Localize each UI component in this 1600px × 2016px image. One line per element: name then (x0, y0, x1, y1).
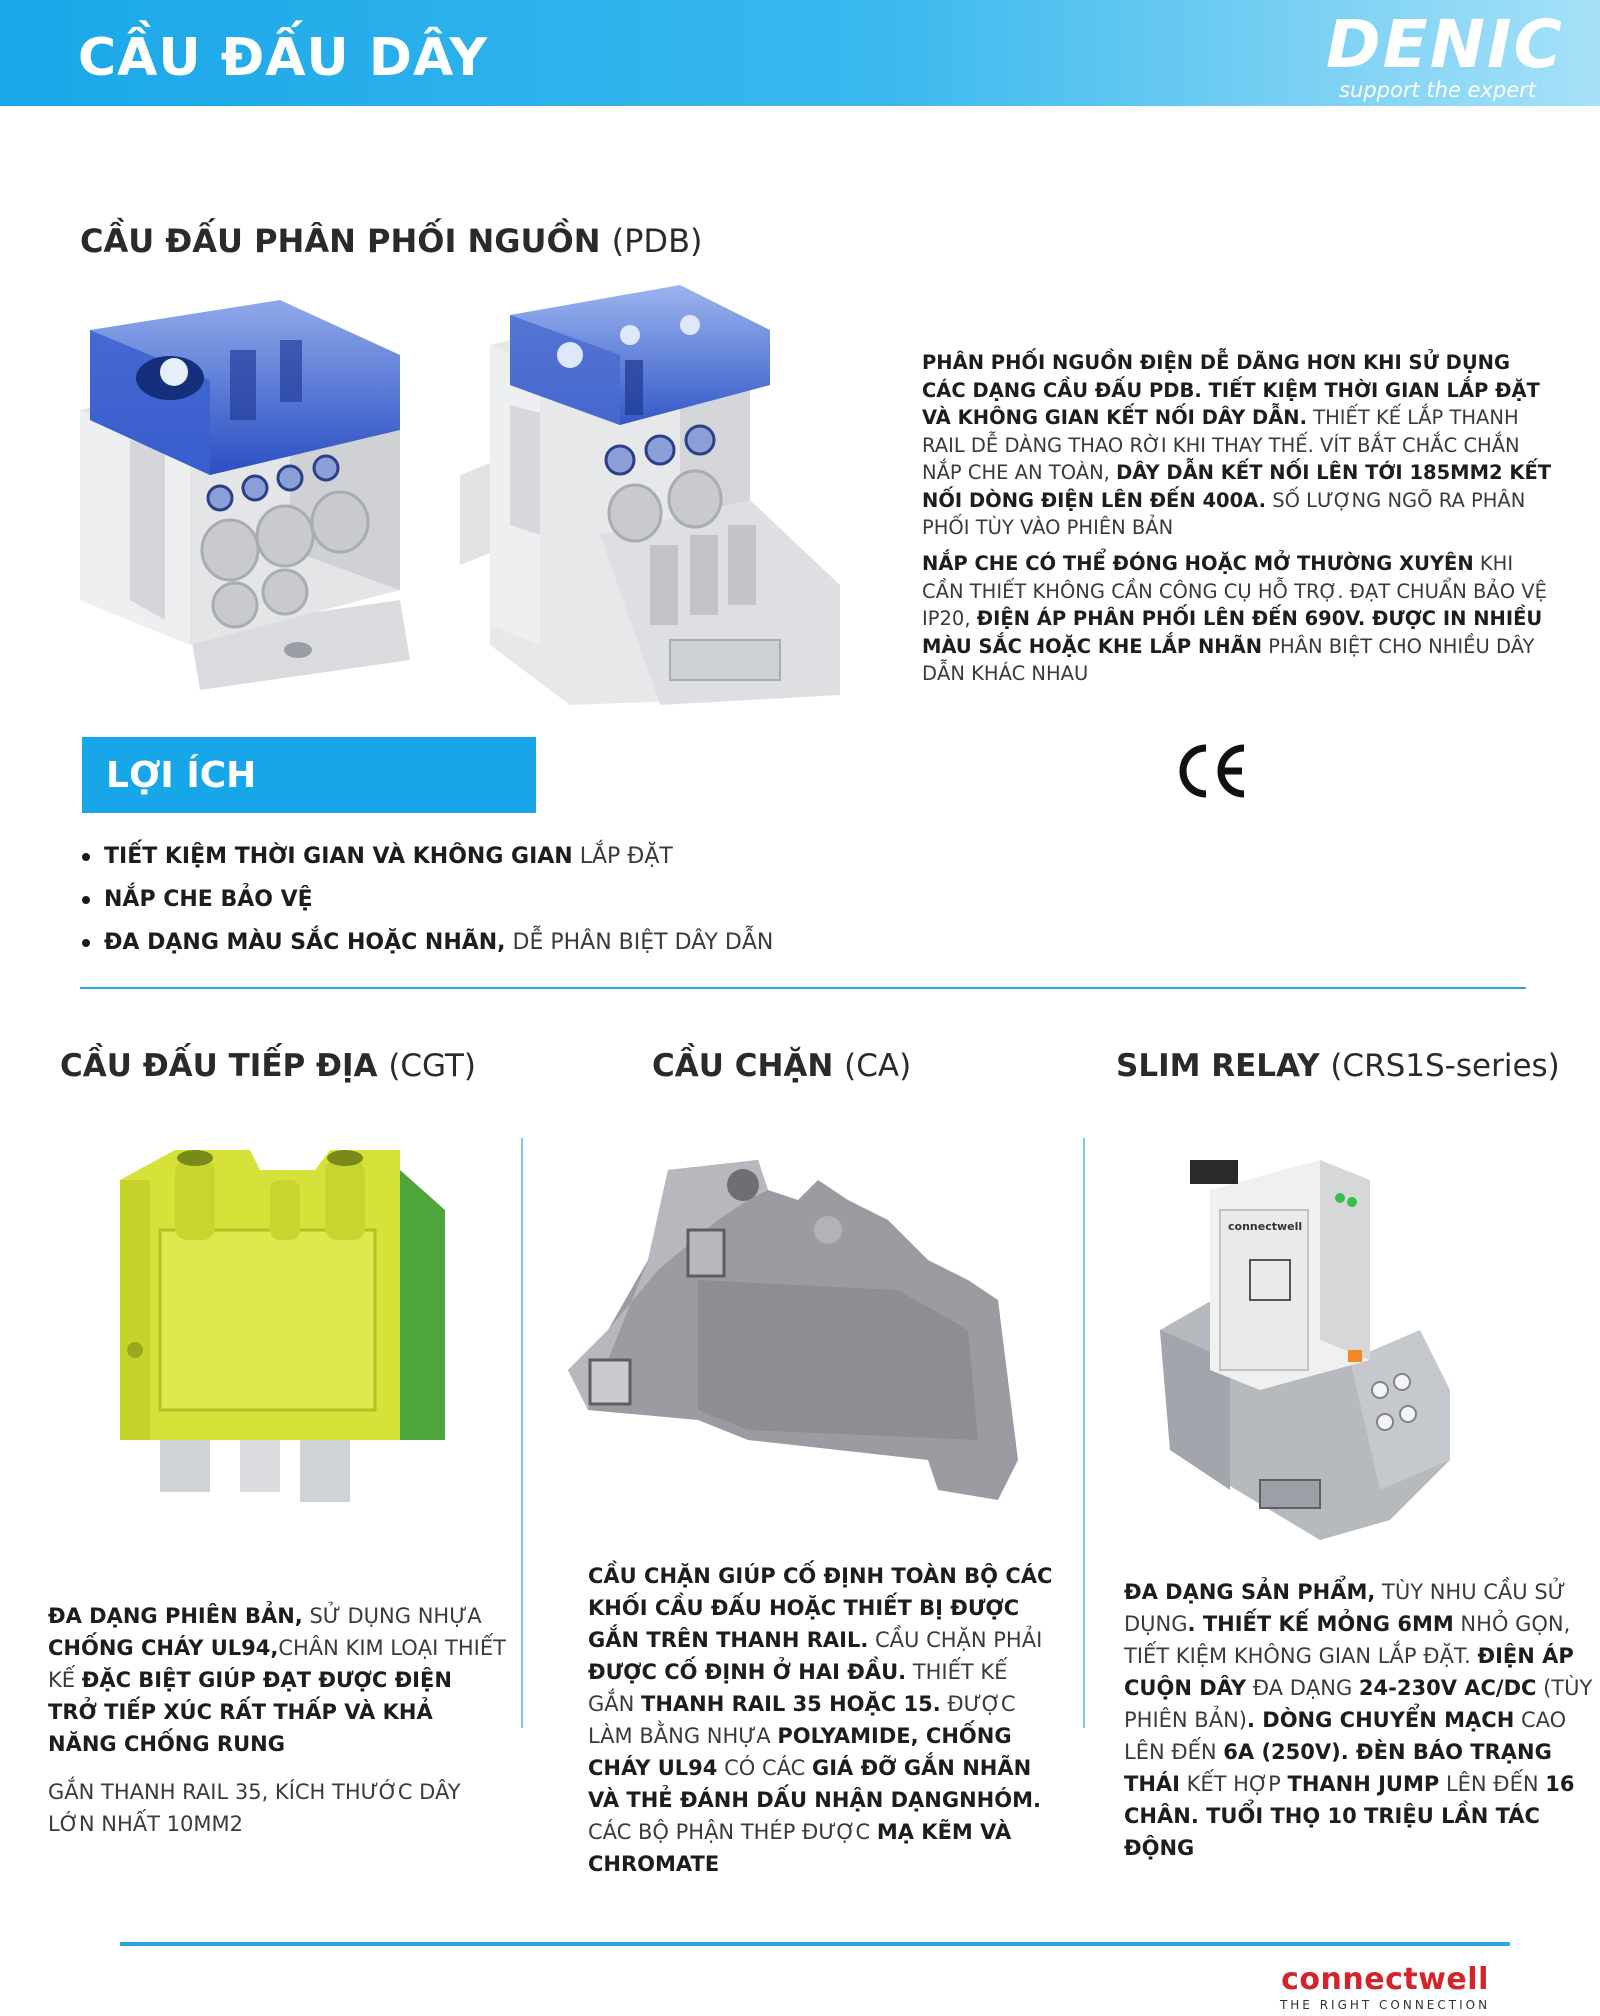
slim-desc-text-6: KẾT HỢP (1179, 1772, 1288, 1796)
ca-desc-bold-1: CẦU CHẶN GIÚP CỐ ĐỊNH TOÀN BỘ CÁC KHỐI CẦU ĐẤU HOẶC THIẾT BỊ ĐƯỢC GẮN TRÊN THANH RAIL. (588, 1564, 1053, 1652)
ca-heading (652, 1048, 911, 1084)
benefits-list (80, 842, 880, 971)
slim-desc-bold-2: . THIẾT KẾ (1187, 1612, 1317, 1636)
cgt-spec: GẮN THANH RAIL 35, KÍCH THƯỚC DÂY LỚN NHẤT 10MM2 (48, 1780, 461, 1836)
bullet-icon (82, 853, 90, 861)
slim-desc-bold-7: 6A (250V). ĐÈN BÁO TRẠNG THÁI (1124, 1740, 1552, 1796)
bullet-icon (82, 896, 90, 904)
pdb-product-image-4way (70, 300, 430, 690)
pdb-description-1 (922, 349, 1558, 542)
cgt-desc-bold-3: ĐẶC BIỆT GIÚP ĐẠT ĐƯỢC ĐIỆN TRỞ TIẾP XÚC RẤT THẤP VÀ KHẢ NĂNG CHỐNG RUNG (48, 1668, 452, 1756)
slim-relay-product-image (1150, 1160, 1470, 1540)
ca-desc-text-5: CÁC BỘ PHẬN THÉP ĐƯỢC (588, 1820, 877, 1844)
ca-desc-bold-4: POLYAMIDE, CHỐNG CHÁY UL94 (588, 1724, 1012, 1780)
slim-desc-bold-1: ĐA DẠNG SẢN PHẨM, (1124, 1580, 1376, 1604)
benefits-title-box (82, 737, 536, 813)
benefits-title: LỢI ÍCH (106, 755, 257, 796)
ca-desc-text-4: CÓ CÁC (717, 1756, 812, 1780)
ca-description (588, 1560, 1058, 1880)
ca-heading-sub: (CA) (844, 1048, 912, 1084)
pdb-heading-sub: (PDB) (611, 222, 703, 260)
benefit-text: LẮP ĐẶT (572, 844, 673, 869)
slim-desc-text-5: CAO LÊN ĐẾN (1124, 1708, 1567, 1764)
brand-tagline: support the expert (1339, 78, 1536, 102)
slim-desc-bold-9: 16 CHÂN. TUỔI THỌ 10 TRIỆU LẦN TÁC ĐỘNG (1124, 1772, 1575, 1860)
slim-relay-heading (1116, 1048, 1560, 1084)
slim-desc-bold-3: MỎNG 6MM (1316, 1612, 1454, 1636)
slim-desc-bold-8: THANH JUMP (1287, 1772, 1440, 1796)
pdb-desc1-bold-1: PHÂN PHỐI NGUỒN ĐIỆN DỄ DÃNG HƠN KHI SỬ DỤNG CÁC DẠNG CẦU ĐẤU PDB. TIẾT KIỆM THỜI GIAN LẮP ĐẶT VÀ KHÔNG GIAN KẾT NỐI DÂY DẪN. (922, 351, 1540, 429)
pdb-desc2-bold-1: NẮP CHE CÓ THỂ ĐÓNG HOẶC MỞ THƯỜNG XUYÊN (922, 552, 1474, 575)
denic-logo (1274, 6, 1564, 102)
pdb-desc2-bold-2: ĐIỆN ÁP PHÂN PHỐI LÊN ĐẾN 690V. ĐƯỢC IN NHIỀU MÀU SẮC HOẶC KHE LẮP NHÃN (922, 607, 1543, 658)
benefit-item (80, 885, 880, 928)
slim-heading-sub: (CRS1S-series) (1330, 1048, 1560, 1084)
ca-desc-bold-3: THANH RAIL 35 HOẶC 15. (641, 1692, 941, 1716)
pdb-desc2-text-1: KHI CẦN THIẾT KHÔNG CẦN CÔNG CỤ HỖ TRỢ. ĐẠT CHUẨN BẢO VỆ IP20, (922, 552, 1547, 630)
slim-heading-main: SLIM RELAY (1116, 1048, 1320, 1084)
pdb-desc1-text-2: SỐ LƯỢNG NGÕ RA PHÂN PHỐI TÙY VÀO PHIÊN BẢN (922, 488, 1526, 539)
brand-name: DENIC (1325, 6, 1564, 83)
ca-desc-bold-6: MẠ KẼM VÀ CHROMATE (588, 1820, 1012, 1876)
cgt-description (48, 1600, 508, 1760)
cgt-product-image (100, 1140, 460, 1520)
cgt-heading-main: CẦU ĐẤU TIẾP ĐỊA (60, 1048, 378, 1084)
section-divider (80, 987, 1526, 989)
column-divider-1 (521, 1138, 523, 1728)
relay-label: connectwell (1228, 1220, 1303, 1233)
ce-mark-icon (1176, 742, 1250, 800)
cgt-heading (60, 1048, 476, 1084)
slim-desc-text-4: (TÙY PHIÊN BẢN) (1124, 1676, 1593, 1732)
ca-desc-bold-5: GIÁ ĐỠ GẮN NHÃN VÀ THẺ ĐÁNH DẤU NHẬN DẠNGNHÓM. (588, 1756, 1041, 1812)
ca-desc-text-2: THIẾT KẾ GẮN (588, 1660, 1008, 1716)
pdb-desc1-bold-2: DÂY DẪN KẾT NỐI LÊN TỚI 185MM2 KẾT NỐI DÒNG ĐIỆN LÊN ĐẾN 400A. (922, 461, 1552, 512)
ca-desc-text-1: CẦU CHẶN PHẢI (868, 1628, 1043, 1652)
page-title: CẦU ĐẤU DÂY (78, 28, 488, 88)
benefit-bold: ĐA DẠNG MÀU SẮC HOẶC NHÃN, (104, 930, 506, 955)
ca-desc-text-3: ĐƯỢC LÀM BẰNG NHỰA (588, 1692, 1016, 1748)
slim-relay-description (1124, 1576, 1594, 1864)
benefit-item (80, 928, 880, 971)
slim-desc-bold-5: 24-230V AC/DC (1358, 1676, 1537, 1700)
pdb-description-2 (922, 550, 1558, 688)
footer-brand-name: connectwell (1281, 1962, 1489, 1997)
pdb-heading (80, 222, 703, 260)
slim-desc-bold-4: ĐIỆN ÁP CUỘN DÂY (1124, 1644, 1574, 1700)
pdb-product-image-3way (450, 285, 860, 710)
slim-desc-bold-6: . DÒNG CHUYỂN MẠCH (1246, 1708, 1515, 1732)
pdb-desc2-text-2: PHÂN BIỆT CHO NHIỀU DÂY DẪN KHÁC NHAU (922, 634, 1535, 685)
ca-heading-main: CẦU CHẶN (652, 1048, 834, 1084)
connectwell-logo (1264, 1963, 1506, 2013)
cgt-desc-bold-1: ĐA DẠNG PHIÊN BẢN, (48, 1604, 303, 1628)
ca-product-image (548, 1160, 1048, 1510)
footer-divider (120, 1942, 1510, 1946)
benefit-text: DỄ PHÂN BIỆT DÂY DẪN (505, 930, 774, 955)
cgt-desc-text-1: SỬ DỤNG NHỰA (302, 1604, 482, 1628)
benefit-item (80, 842, 880, 885)
column-divider-2 (1083, 1138, 1085, 1728)
slim-desc-text-3: ĐA DẠNG (1246, 1676, 1359, 1700)
pdb-heading-main: CẦU ĐẤU PHÂN PHỐI NGUỒN (80, 222, 601, 260)
pdb-desc1-text-1: THIẾT KẾ LẮP THANH RAIL DỄ DÀNG THAO RỜI KHI THAY THẾ. VÍT BẮT CHẮC CHẮN NẮP CHE AN TOÀN, (922, 406, 1520, 484)
benefit-bold: TIẾT KIỆM THỜI GIAN VÀ KHÔNG GIAN (104, 844, 573, 869)
bullet-icon (82, 939, 90, 947)
footer-tagline: THE RIGHT CONNECTION (1279, 1998, 1491, 2012)
cgt-heading-sub: (CGT) (388, 1048, 476, 1084)
ca-desc-bold-2: ĐƯỢC CỐ ĐỊNH Ở HAI ĐẦU. (588, 1660, 907, 1684)
slim-desc-text-1: TÙY NHU CẦU SỬ DỤNG (1124, 1580, 1566, 1636)
benefit-bold: NẮP CHE BẢO VỆ (104, 887, 313, 912)
cgt-desc-text-2: CHÂN KIM LOẠI THIẾT KẾ (48, 1636, 506, 1692)
slim-desc-text-7: LÊN ĐẾN (1439, 1772, 1546, 1796)
cgt-desc-bold-2: CHỐNG CHÁY UL94, (48, 1636, 279, 1660)
slim-desc-text-2: NHỎ GỌN, TIẾT KIỆM KHÔNG GIAN LẮP ĐẶT. (1124, 1612, 1571, 1668)
page-header (0, 0, 1600, 106)
